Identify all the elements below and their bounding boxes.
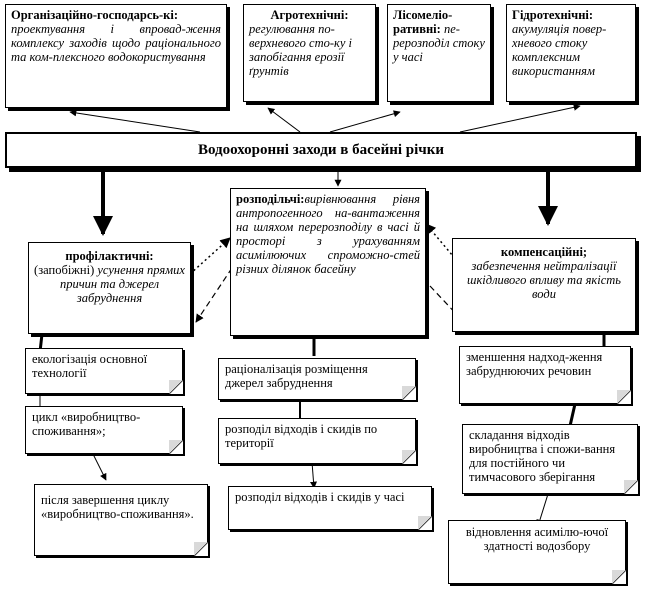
preventive-text: усунення прямих причин та джерел забруднення [59, 263, 185, 305]
right-note-3 [448, 520, 626, 584]
org-economic-text: проектування і впровад-ження комплексу заходів щодо раціонального та ком-плексного водокористування [11, 22, 221, 64]
main-title-bar [5, 132, 637, 168]
compensatory-text: забезпечення нейтралізації шкідливого впливу та якість води [467, 259, 621, 301]
middle-note-2-text: розподіл відходів і скидів по території [225, 422, 378, 450]
connector-right-note1-2 [570, 404, 575, 426]
left-note-2 [25, 406, 183, 454]
compensatory-title: компенсаційні; [500, 245, 588, 259]
middle-note-1 [218, 358, 416, 400]
middle-note-3-text: розподіл відходів і скидів у часі [235, 490, 405, 504]
hydrotechnical-title: Гідротехнічні: [512, 8, 594, 22]
forest-melioration-box [387, 4, 491, 102]
left-note-3 [34, 484, 208, 556]
left-note-1 [25, 348, 183, 394]
left-note-3-text: після завершення циклу «виробництво-споживання». [41, 493, 194, 521]
org-economic-box [5, 4, 227, 108]
preventive-box [28, 242, 191, 334]
dashed-link-left [196, 268, 232, 322]
distributive-text: вирівнювання рівня антропогенного на-вантаження на шляхом перерозподілу в часі й просторі з урахуванням асимілюючих спроможно-стей різних ділянок басейну [236, 192, 420, 276]
distributive-box [230, 188, 426, 336]
forest-melioration-text: пе-рерозподіл стоку у часі [393, 22, 485, 64]
arrow-to-hydro-box [460, 106, 580, 132]
agrotechnical-box [243, 4, 376, 102]
dotted-link-left [190, 238, 230, 274]
hydrotechnical-box [506, 4, 636, 102]
forest-melioration-title: Лісомеліо-ративні: [393, 8, 453, 36]
right-note-1 [459, 346, 631, 404]
left-note-2-text: цикл «виробництво-споживання»; [32, 410, 141, 438]
middle-note-3 [228, 486, 432, 530]
hydrotechnical-text: акумуляція повер-хневого стоку комплексним використанням [512, 22, 607, 78]
arrow-to-forest-box [330, 112, 400, 132]
preventive-title: профілактичні: [65, 249, 154, 263]
arrow-to-agro-box [268, 108, 300, 132]
middle-note-1-text: раціоналізація розміщення джерел забруднення [225, 362, 368, 390]
right-note-2-text: складання відходів виробництва і спожи-вання для постійного чи тимчасового зберігання [469, 428, 616, 484]
right-note-3-text: відновлення асимілю-ючої здатності водозбору [465, 525, 609, 553]
right-note-2 [462, 424, 638, 494]
middle-note-2 [218, 418, 416, 464]
right-note-1-text: зменшення надход-ження забруднюючих речовин [466, 350, 603, 378]
arrow-mid-note2-3 [312, 462, 314, 488]
left-note-1-text: екологізація основної технології [32, 352, 148, 380]
org-economic-title: Організаційно-господарсь-кі: [11, 8, 178, 22]
arrow-left-note2-3 [92, 452, 106, 480]
arrow-to-org-box [70, 112, 200, 132]
distributive-title: розподільчі: [236, 192, 305, 206]
main-title: Водоохоронні заходи в басейні річки [197, 141, 445, 158]
preventive-prefix: (запобіжні) [34, 263, 95, 277]
agrotechnical-title: Агротехнічні: [270, 8, 349, 22]
compensatory-box [452, 238, 636, 332]
agrotechnical-text: регулювання по-верхневого сто-ку і запобігання ерозії ґрунтів [249, 22, 353, 78]
